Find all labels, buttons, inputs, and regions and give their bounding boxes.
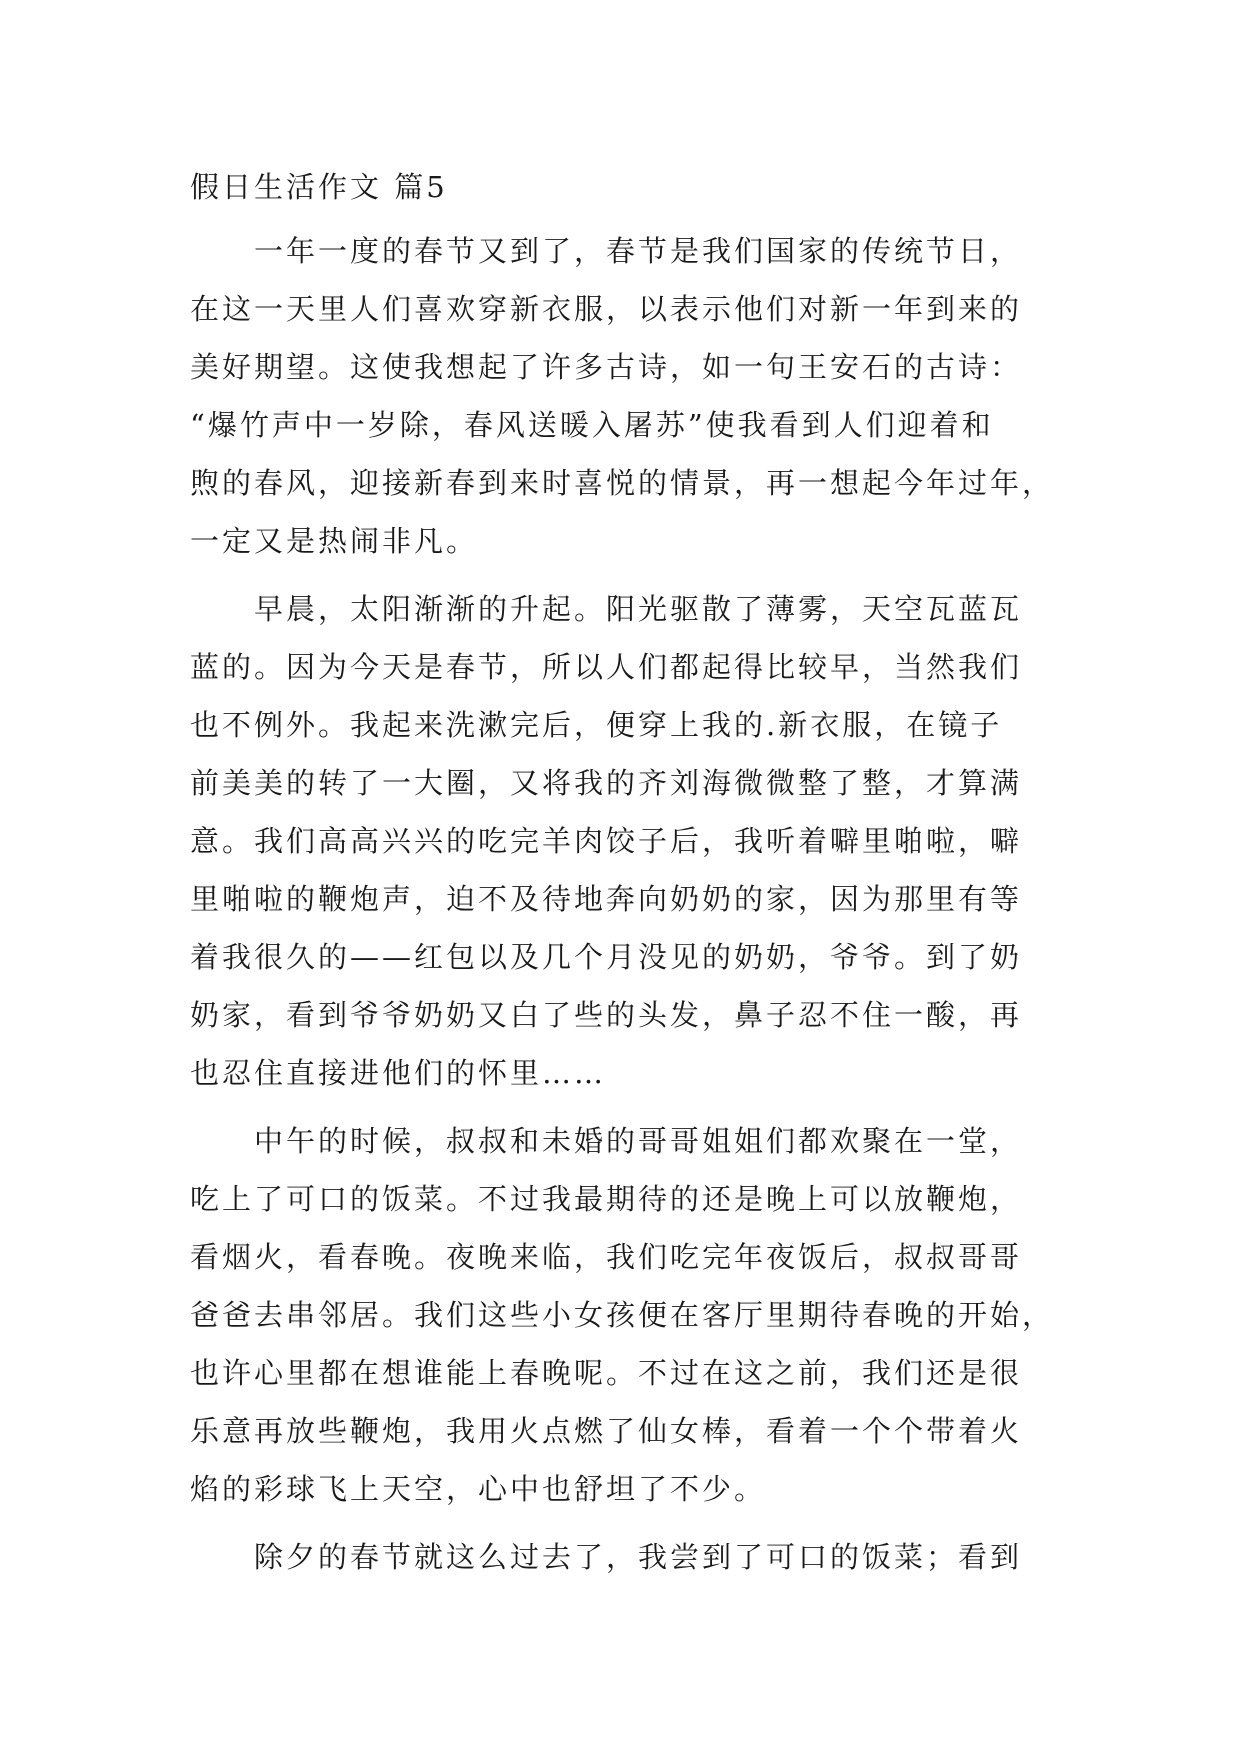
paragraph-line: 爸爸去串邻居。我们这些小女孩便在客厅里期待春晚的开始， — [190, 1298, 1055, 1332]
essay-body — [190, 162, 1070, 1596]
paragraph-line: 美好期望。这使我想起了许多古诗，如一句王安石的古诗： — [190, 350, 1023, 384]
paragraph-line: 除夕的春节就这么过去了，我尝到了可口的饭菜；看到 — [254, 1540, 1023, 1574]
paragraph-line: 一定又是热闹非凡。 — [190, 524, 479, 558]
paragraph-line: “爆竹声中一岁除，春风送暖入屠苏”使我看到人们迎着和 — [190, 408, 994, 442]
paragraph-line: 前美美的转了一大圈，又将我的齐刘海微微整了整，才算满 — [190, 766, 1023, 800]
paragraph-2 — [190, 580, 1070, 1102]
paragraph-line: 蓝的。因为今天是春节，所以人们都起得比较早，当然我们 — [190, 650, 1023, 684]
paragraph-1 — [190, 222, 1070, 570]
paragraph-line: 奶家，看到爷爷奶奶又白了些的头发，鼻子忍不住一酸，再 — [190, 998, 1023, 1032]
paragraph-line: 着我很久的——红包以及几个月没见的奶奶，爷爷。到了奶 — [190, 940, 1023, 974]
paragraph-line: 煦的春风，迎接新春到来时喜悦的情景，再一想起今年过年， — [190, 466, 1055, 500]
paragraph-line: 中午的时候，叔叔和未婚的哥哥姐姐们都欢聚在一堂， — [254, 1124, 1023, 1158]
paragraph-line: 里啪啦的鞭炮声，迫不及待地奔向奶奶的家，因为那里有等 — [190, 882, 1023, 916]
paragraph-line: 吃上了可口的饭菜。不过我最期待的还是晚上可以放鞭炮， — [190, 1182, 1023, 1216]
paragraph-3 — [190, 1112, 1070, 1518]
essay-title: 假日生活作文 篇5 — [190, 170, 448, 204]
paragraph-4 — [190, 1528, 1070, 1586]
paragraph-line: 早晨，太阳渐渐的升起。阳光驱散了薄雾，天空瓦蓝瓦 — [254, 592, 1023, 626]
paragraph-line: 看烟火，看春晚。夜晚来临，我们吃完年夜饭后，叔叔哥哥 — [190, 1240, 1023, 1274]
paragraph-line: 也许心里都在想谁能上春晚呢。不过在这之前，我们还是很 — [190, 1356, 1023, 1390]
paragraph-line: 意。我们高高兴兴的吃完羊肉饺子后，我听着噼里啪啦，噼 — [190, 824, 1023, 858]
paragraph-line: 焰的彩球飞上天空，心中也舒坦了不少。 — [190, 1472, 767, 1506]
paragraph-line: 一年一度的春节又到了，春节是我们国家的传统节日， — [254, 234, 1023, 268]
paragraph-line: 乐意再放些鞭炮，我用火点燃了仙女棒，看着一个个带着火 — [190, 1414, 1023, 1448]
paragraph-line: 也忍住直接进他们的怀里…… — [190, 1056, 607, 1090]
paragraph-line: 也不例外。我起来洗漱完后，便穿上我的.新衣服，在镜子 — [190, 708, 1003, 742]
paragraph-line: 在这一天里人们喜欢穿新衣服，以表示他们对新一年到来的 — [190, 292, 1023, 326]
